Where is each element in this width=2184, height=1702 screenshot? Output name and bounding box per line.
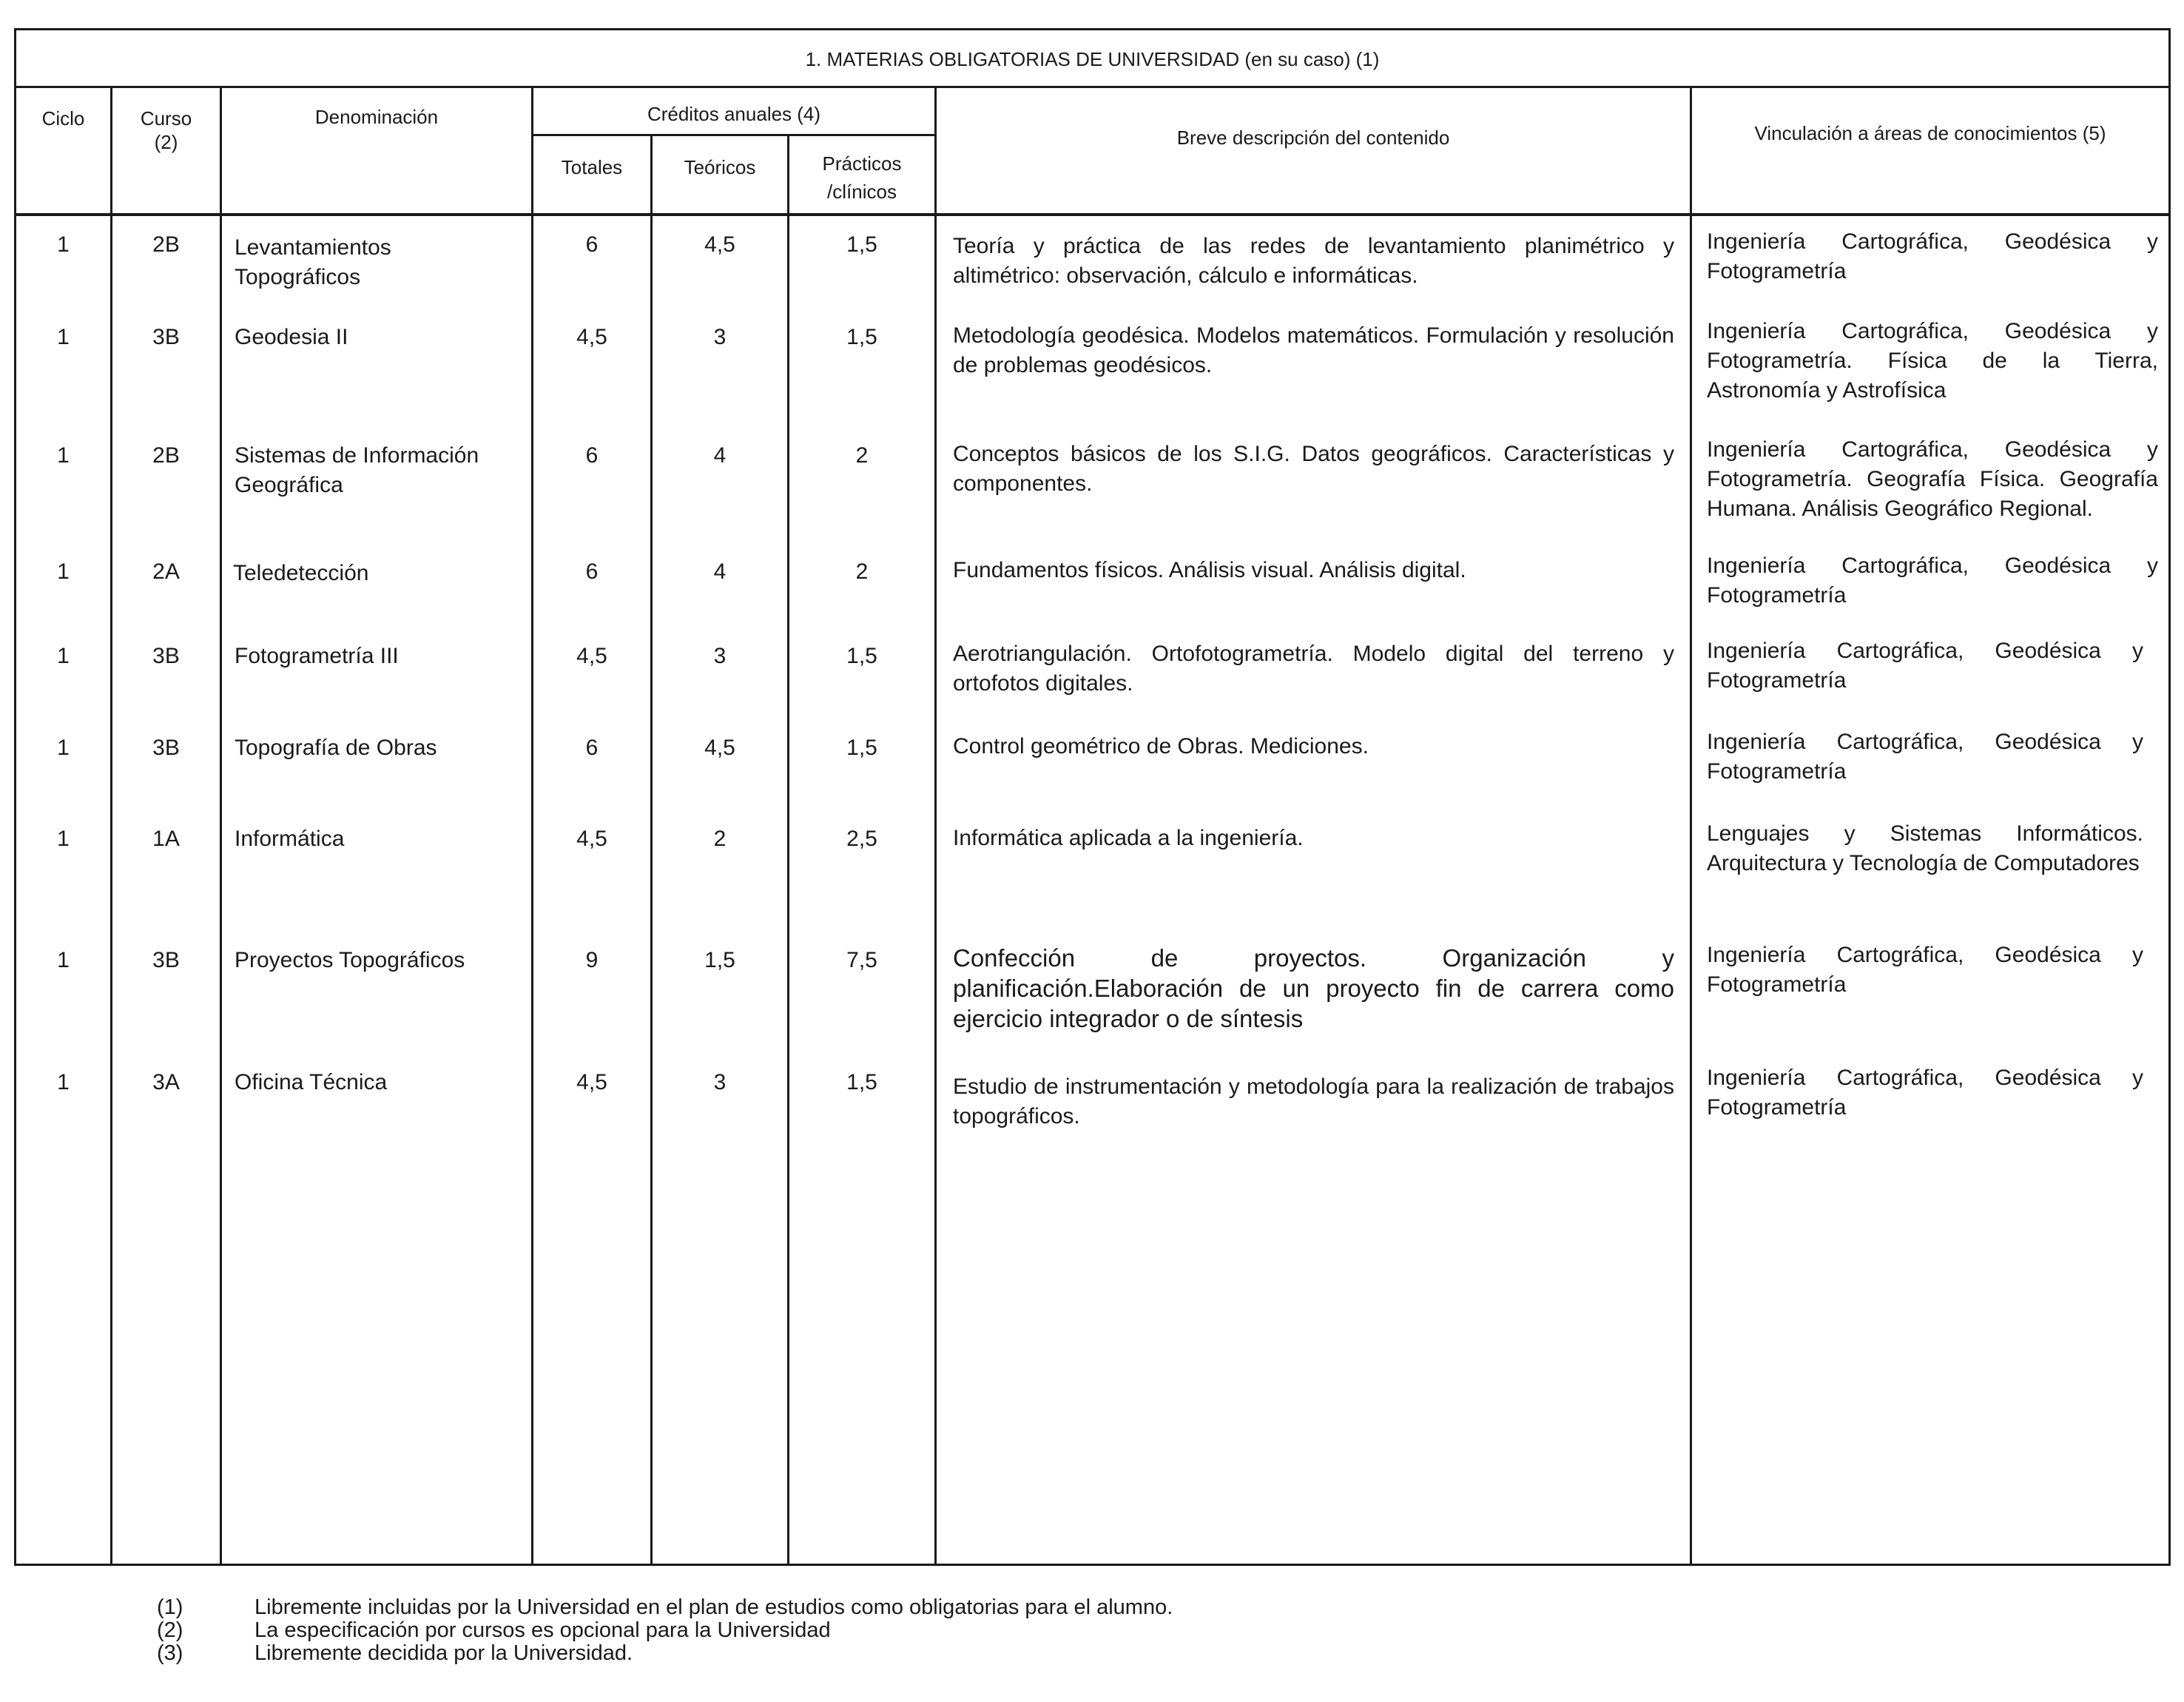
cell-practicos: 2,5 xyxy=(846,827,877,851)
cell-curso: 2B xyxy=(152,232,180,257)
cell-denominacion: Topografía de Obras xyxy=(235,736,437,760)
cell-curso: 1A xyxy=(152,827,180,851)
cell-totales: 4,5 xyxy=(576,644,607,668)
footnote-number: (2) xyxy=(157,1618,183,1642)
cell-curso: 3B xyxy=(152,325,180,349)
footnote xyxy=(157,1642,1173,1665)
header-ciclo: Ciclo xyxy=(41,107,85,130)
cell-curso: 3B xyxy=(152,644,180,668)
header-bottom-line xyxy=(16,213,2168,216)
cell-practicos: 1,5 xyxy=(846,644,877,668)
cell-totales: 9 xyxy=(585,948,599,972)
cell-curso: 2B xyxy=(152,443,180,468)
footnote xyxy=(157,1619,1173,1642)
cell-ciclo: 1 xyxy=(57,827,70,851)
cell-vinculacion: Ingeniería Cartográfica, Geodésica y Fotogrametría xyxy=(1707,730,2143,784)
cell-totales: 6 xyxy=(585,232,599,257)
header-clinicos: /clínicos xyxy=(827,181,897,203)
cell-practicos: 1,5 xyxy=(846,232,877,257)
cell-practicos: 2 xyxy=(855,443,869,468)
footnote xyxy=(157,1596,1173,1619)
cell-descripcion: Confección de proyectos. Organización y planificación.Elaboración de un proyecto fin de carrera como ejercicio integrador o de síntesis xyxy=(953,944,1674,1032)
cell-denominacion: Fotogrametría III xyxy=(235,644,399,668)
cell-totales: 4,5 xyxy=(576,325,607,349)
header-totales: Totales xyxy=(561,156,623,178)
cell-practicos: 2 xyxy=(855,559,869,584)
header-practicos: Prácticos xyxy=(822,152,902,175)
cell-denominacion: Informática xyxy=(235,827,345,851)
column-divider xyxy=(934,88,937,1564)
cell-descripcion: Aerotriangulación. Ortofotogrametría. Modelo digital del terreno y ortofotos digitales. xyxy=(953,642,1674,696)
footnote-text: Libremente incluidas por la Universidad en el plan de estudios como obligatorias para el alumno. xyxy=(255,1595,1173,1619)
header-creditos: Créditos anuales (4) xyxy=(647,103,821,125)
subjects-table xyxy=(14,28,2171,1566)
cell-descripcion: Fundamentos físicos. Análisis visual. Análisis digital. xyxy=(953,558,1466,582)
cell-totales: 6 xyxy=(585,736,599,760)
cell-descripcion: Conceptos básicos de los S.I.G. Datos geográficos. Características y componentes. xyxy=(953,442,1674,496)
cell-vinculacion: Ingeniería Cartográfica, Geodésica y Fotogrametría xyxy=(1707,229,2158,283)
cell-ciclo: 1 xyxy=(57,1070,70,1094)
cell-practicos: 1,5 xyxy=(846,1070,877,1094)
cell-vinculacion: Ingeniería Cartográfica, Geodésica y Fotogrametría. Física de la Tierra, Astronomía y Astrofísica xyxy=(1707,319,2158,403)
cell-ciclo: 1 xyxy=(57,443,70,468)
footnotes xyxy=(157,1596,1173,1665)
header-teoricos: Teóricos xyxy=(684,156,756,178)
cell-totales: 6 xyxy=(585,443,599,468)
header-descripcion: Breve descripción del contenido xyxy=(1176,127,1450,149)
cell-curso: 2A xyxy=(152,559,180,584)
cell-denominacion: Sistemas de Información Geográfica xyxy=(235,443,479,497)
cell-descripcion: Control geométrico de Obras. Mediciones. xyxy=(953,734,1369,758)
cell-teoricos: 3 xyxy=(713,644,727,668)
cell-teoricos: 2 xyxy=(713,827,727,851)
cell-teoricos: 4 xyxy=(713,559,727,584)
footnote-number: (3) xyxy=(157,1641,183,1665)
column-divider xyxy=(220,88,222,1564)
header-curso-note: (2) xyxy=(154,131,178,153)
cell-vinculacion: Ingeniería Cartográfica, Geodésica y Fotogrametría. Geografía Física. Geografía Humana. Análisis Geográfico Regional. xyxy=(1707,437,2158,521)
cell-vinculacion: Ingeniería Cartográfica, Geodésica y Fotogrametría xyxy=(1707,943,2143,997)
cell-ciclo: 1 xyxy=(57,736,70,760)
cell-teoricos: 3 xyxy=(713,1070,727,1094)
cell-curso: 3B xyxy=(152,736,180,760)
cell-totales: 6 xyxy=(585,559,599,584)
cell-denominacion: Oficina Técnica xyxy=(235,1070,388,1094)
cell-descripcion: Teoría y práctica de las redes de levantamiento planimétrico y altimétrico: observación, cálculo e informáticas. xyxy=(953,234,1674,288)
table-title: 1. MATERIAS OBLIGATORIAS DE UNIVERSIDAD (en su caso) (1) xyxy=(16,30,2168,88)
cell-denominacion: Levantamientos Topográficos xyxy=(235,235,391,289)
cell-ciclo: 1 xyxy=(57,325,70,349)
cell-descripcion: Estudio de instrumentación y metodología para la realización de trabajos topográficos. xyxy=(953,1074,1674,1128)
cell-ciclo: 1 xyxy=(57,644,70,668)
header-denominacion: Denominación xyxy=(314,106,439,128)
cell-teoricos: 3 xyxy=(713,325,727,349)
footnote-text: Libremente decidida por la Universidad. xyxy=(255,1641,633,1665)
cell-curso: 3B xyxy=(152,948,180,972)
cell-vinculacion: Lenguajes y Sistemas Informáticos. Arquitectura y Tecnología de Computadores xyxy=(1707,821,2143,875)
column-divider xyxy=(1690,88,1692,1564)
cell-descripcion: Informática aplicada a la ingeniería. xyxy=(953,826,1304,850)
footnote-number: (1) xyxy=(157,1595,183,1619)
cell-practicos: 1,5 xyxy=(846,325,877,349)
cell-ciclo: 1 xyxy=(57,948,70,972)
cell-teoricos: 1,5 xyxy=(704,948,735,972)
cell-vinculacion: Ingeniería Cartográfica, Geodésica y Fotogrametría xyxy=(1707,639,2143,693)
cell-vinculacion: Ingeniería Cartográfica, Geodésica y Fotogrametría xyxy=(1707,554,2158,608)
cell-ciclo: 1 xyxy=(57,559,70,584)
cell-practicos: 7,5 xyxy=(846,948,877,972)
cell-vinculacion: Ingeniería Cartográfica, Geodésica y Fotogrametría xyxy=(1707,1066,2143,1120)
cell-teoricos: 4,5 xyxy=(704,232,735,257)
cell-curso: 3A xyxy=(152,1070,180,1094)
cell-denominacion: Proyectos Topográficos xyxy=(235,948,465,972)
cell-denominacion: Geodesia II xyxy=(235,325,348,349)
cell-descripcion: Metodología geodésica. Modelos matemáticos. Formulación y resolución de problemas geodésicos. xyxy=(953,323,1674,377)
header-curso: Curso xyxy=(140,107,192,130)
cell-teoricos: 4 xyxy=(713,443,727,468)
cell-practicos: 1,5 xyxy=(846,736,877,760)
cell-totales: 4,5 xyxy=(576,1070,607,1094)
footnote-text: La especificación por cursos es opcional para la Universidad xyxy=(255,1618,831,1642)
cell-ciclo: 1 xyxy=(57,232,70,257)
cell-totales: 4,5 xyxy=(576,827,607,851)
credits-subheader-line xyxy=(531,134,937,136)
cell-denominacion: Teledetección xyxy=(233,561,369,585)
header-vinculacion: Vinculación a áreas de conocimientos (5) xyxy=(1754,122,2106,144)
cell-teoricos: 4,5 xyxy=(704,736,735,760)
